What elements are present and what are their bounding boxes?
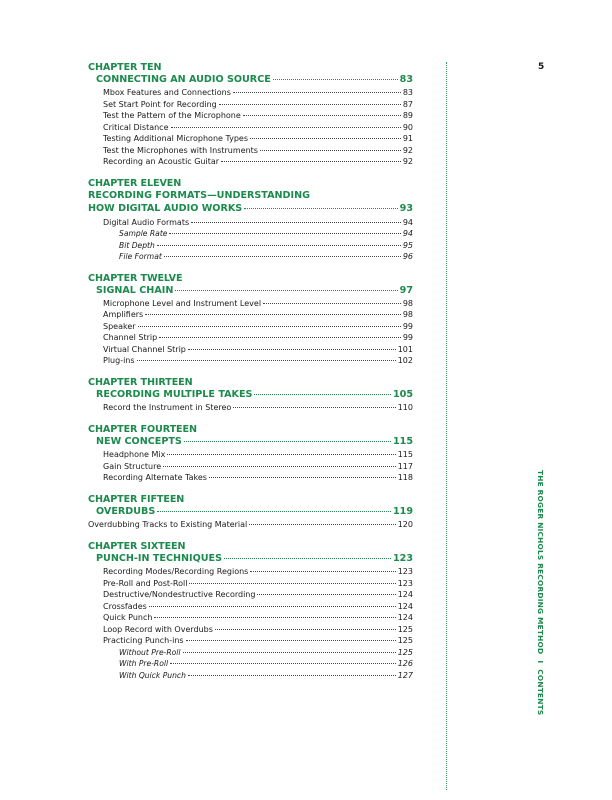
entry-page: 125 xyxy=(397,647,413,657)
chapter-label: CHAPTER TEN xyxy=(88,62,162,73)
toc-entry[interactable] xyxy=(88,472,413,484)
dot-leader xyxy=(254,394,391,395)
entry-title: Critical Distance xyxy=(103,122,169,132)
dot-leader xyxy=(233,92,401,93)
dot-leader xyxy=(183,652,396,653)
dot-leader xyxy=(249,524,395,525)
chapter-label: CHAPTER SIXTEEN xyxy=(88,540,186,552)
toc-entry[interactable] xyxy=(88,601,413,613)
toc-entry[interactable] xyxy=(88,240,413,252)
dot-leader xyxy=(191,222,401,223)
dot-leader xyxy=(215,629,396,630)
chapter-label: CHAPTER TWELVE xyxy=(88,272,183,284)
entry-title: Record the Instrument in Stereo xyxy=(103,403,232,413)
toc-entry[interactable] xyxy=(88,519,413,531)
toc-entry[interactable] xyxy=(88,670,413,682)
entry-title: With Quick Punch xyxy=(119,670,186,680)
entry-page: 118 xyxy=(397,473,413,483)
entry-page: 83 xyxy=(402,88,413,98)
entry-page: 115 xyxy=(397,450,413,460)
chapter-title-text: CONNECTING AN AUDIO SOURCE xyxy=(96,74,271,86)
entry-page: 123 xyxy=(397,578,413,588)
entry-page: 117 xyxy=(397,461,413,471)
dot-leader xyxy=(145,314,401,315)
entry-title: Practicing Punch-ins xyxy=(103,636,184,646)
toc-entry[interactable] xyxy=(88,122,413,134)
entry-title: Destructive/Nondestructive Recording xyxy=(103,590,256,600)
toc-entry[interactable] xyxy=(88,110,413,122)
dot-leader xyxy=(243,115,401,116)
dotted-divider xyxy=(446,62,447,790)
chapter-label: CHAPTER FIFTEEN xyxy=(88,493,185,505)
entry-page: 124 xyxy=(397,601,413,611)
entry-title: Loop Record with Overdubs xyxy=(103,624,213,634)
chapter-title[interactable] xyxy=(88,389,413,401)
entry-title: Speaker xyxy=(103,321,136,331)
chapter-title[interactable] xyxy=(88,203,413,215)
chapter-page: 105 xyxy=(392,389,413,401)
entry-page: 126 xyxy=(397,659,413,669)
chapter-title[interactable] xyxy=(88,553,413,565)
chapter-page: 115 xyxy=(392,436,413,448)
toc-entry[interactable] xyxy=(88,251,413,263)
toc-entry[interactable] xyxy=(88,449,413,461)
toc-entry[interactable] xyxy=(88,461,413,473)
toc-entry[interactable] xyxy=(88,647,413,659)
entry-title: Without Pre-Roll xyxy=(119,647,181,657)
entry-page: 92 xyxy=(402,145,413,155)
dot-leader xyxy=(138,326,401,327)
dot-leader xyxy=(164,256,401,257)
entry-page: 94 xyxy=(402,217,413,227)
toc-entry[interactable] xyxy=(88,635,413,647)
entry-title: Test the Pattern of the Microphone xyxy=(103,111,241,121)
entry-title: Virtual Channel Strip xyxy=(103,344,186,354)
toc-entry[interactable] xyxy=(88,344,413,356)
chapter-page: 123 xyxy=(392,552,413,564)
toc-entry[interactable] xyxy=(88,156,413,168)
entry-title: Pre-Roll and Post-Roll xyxy=(103,578,188,588)
dot-leader xyxy=(186,640,396,641)
title-separator: I xyxy=(536,660,545,664)
chapter-title[interactable] xyxy=(88,74,413,86)
entry-title: File Format xyxy=(119,252,162,262)
toc-entry[interactable] xyxy=(88,217,413,229)
entry-title: Headphone Mix xyxy=(103,450,166,460)
chapter-title[interactable] xyxy=(88,436,413,448)
toc-entry[interactable] xyxy=(88,321,413,333)
toc-entry[interactable] xyxy=(88,145,413,157)
entry-page: 90 xyxy=(402,122,413,132)
dot-leader xyxy=(273,79,398,80)
chapter-label: CHAPTER ELEVEN xyxy=(88,177,182,189)
chapter-section xyxy=(88,494,413,531)
entry-title: Recording an Acoustic Guitar xyxy=(103,157,220,167)
entry-page: 98 xyxy=(402,310,413,320)
dot-leader xyxy=(250,138,401,139)
chapter-section xyxy=(88,424,413,484)
dot-leader xyxy=(209,477,396,478)
chapter-section xyxy=(88,273,413,367)
entry-title: Recording Modes/Recording Regions xyxy=(103,567,249,577)
entry-title: Test the Microphones with Instruments xyxy=(103,145,258,155)
toc-entry[interactable] xyxy=(88,332,413,344)
entry-page: 127 xyxy=(397,670,413,680)
entry-title: Gain Structure xyxy=(103,461,162,471)
entry-title: Channel Strip xyxy=(103,333,158,343)
entry-page: 110 xyxy=(397,403,413,413)
chapter-page: 119 xyxy=(392,505,413,517)
chapter-title-text: RECORDING FORMATS—UNDERSTANDING xyxy=(88,190,310,202)
chapter-title-text: HOW DIGITAL AUDIO WORKS xyxy=(88,203,243,215)
entry-page: 124 xyxy=(397,590,413,600)
entry-title: Mbox Features and Connections xyxy=(103,88,231,98)
entry-page: 94 xyxy=(402,229,413,239)
toc-entry[interactable] xyxy=(88,578,413,590)
toc-entry[interactable] xyxy=(88,658,413,670)
chapter-page: 93 xyxy=(399,203,413,215)
toc-entry[interactable] xyxy=(88,298,413,310)
entry-title: Bit Depth xyxy=(119,240,155,250)
entry-title: With Pre-Roll xyxy=(119,659,169,669)
dot-leader xyxy=(188,349,396,350)
entry-page: 102 xyxy=(397,356,413,366)
toc-entry[interactable] xyxy=(88,228,413,240)
running-title xyxy=(536,470,545,715)
chapter-title[interactable] xyxy=(88,190,413,202)
chapter-section xyxy=(88,541,413,681)
entry-page: 125 xyxy=(397,624,413,634)
toc-entry[interactable] xyxy=(88,133,413,145)
entry-title: Microphone Level and Instrument Level xyxy=(103,298,262,308)
dot-leader xyxy=(170,663,396,664)
toc-entry[interactable] xyxy=(88,589,413,601)
chapter-page: 97 xyxy=(399,284,413,296)
dot-leader xyxy=(157,511,391,512)
toc-entry[interactable] xyxy=(88,612,413,624)
dot-leader xyxy=(175,290,397,291)
chapter-title-text: NEW CONCEPTS xyxy=(96,436,182,448)
toc-entry[interactable] xyxy=(88,87,413,99)
entry-title: Plug-ins xyxy=(103,356,135,366)
dot-leader xyxy=(159,337,401,338)
chapter-title-text: RECORDING MULTIPLE TAKES xyxy=(96,389,253,401)
entry-title: Quick Punch xyxy=(103,613,153,623)
entry-title: Sample Rate xyxy=(119,229,168,239)
table-of-contents xyxy=(88,62,413,691)
dot-leader xyxy=(263,303,401,304)
dot-leader xyxy=(137,360,396,361)
chapter-title[interactable] xyxy=(88,506,413,518)
dot-leader xyxy=(221,161,401,162)
chapter-section xyxy=(88,377,413,414)
entry-page: 87 xyxy=(402,99,413,109)
dot-leader xyxy=(154,617,395,618)
dot-leader xyxy=(169,233,400,234)
toc-entry[interactable] xyxy=(88,624,413,636)
entry-title: Overdubbing Tracks to Existing Material xyxy=(88,520,248,530)
chapter-title-text: SIGNAL CHAIN xyxy=(96,284,174,296)
dot-leader xyxy=(189,583,395,584)
chapter-label: CHAPTER THIRTEEN xyxy=(88,376,193,388)
dot-leader xyxy=(219,104,401,105)
entry-page: 96 xyxy=(402,252,413,262)
dot-leader xyxy=(224,558,391,559)
entry-page: 123 xyxy=(397,567,413,577)
dot-leader xyxy=(188,675,396,676)
book-title: THE ROGER NICHOLS RECORDING METHOD xyxy=(536,470,545,655)
dot-leader xyxy=(149,606,396,607)
dot-leader xyxy=(184,441,391,442)
entry-title: Crossfades xyxy=(103,601,147,611)
section-title: CONTENTS xyxy=(536,669,545,716)
entry-title: Set Start Point for Recording xyxy=(103,99,217,109)
dot-leader xyxy=(163,466,396,467)
entry-title: Amplifiers xyxy=(103,310,144,320)
page-number: 5 xyxy=(538,62,545,72)
chapter-page: 83 xyxy=(399,74,413,86)
entry-page: 99 xyxy=(402,321,413,331)
entry-page: 92 xyxy=(402,157,413,167)
dot-leader xyxy=(171,127,401,128)
dot-leader xyxy=(260,150,401,151)
entry-title: Digital Audio Formats xyxy=(103,217,190,227)
entry-page: 125 xyxy=(397,636,413,646)
toc-entry[interactable] xyxy=(88,566,413,578)
entry-page: 101 xyxy=(397,344,413,354)
chapter-section xyxy=(88,62,413,168)
dot-leader xyxy=(233,407,395,408)
entry-page: 95 xyxy=(402,240,413,250)
dot-leader xyxy=(257,594,395,595)
chapter-title[interactable] xyxy=(88,285,413,297)
toc-entry[interactable] xyxy=(88,355,413,367)
entry-title: Testing Additional Microphone Types xyxy=(103,134,249,144)
dot-leader xyxy=(250,571,395,572)
entry-page: 98 xyxy=(402,298,413,308)
chapter-section xyxy=(88,178,413,263)
toc-entry[interactable] xyxy=(88,99,413,111)
chapter-title-text: PUNCH-IN TECHNIQUES xyxy=(96,552,223,564)
entry-page: 91 xyxy=(402,134,413,144)
dot-leader xyxy=(244,208,397,209)
toc-entry[interactable] xyxy=(88,309,413,321)
dot-leader xyxy=(157,245,401,246)
entry-page: 120 xyxy=(397,520,413,530)
entry-page: 99 xyxy=(402,333,413,343)
chapter-label: CHAPTER FOURTEEN xyxy=(88,423,197,435)
chapter-title-text: OVERDUBS xyxy=(96,505,156,517)
entry-page: 89 xyxy=(402,111,413,121)
entry-page: 124 xyxy=(397,613,413,623)
dot-leader xyxy=(167,454,395,455)
entry-title: Recording Alternate Takes xyxy=(103,473,207,483)
toc-entry[interactable] xyxy=(88,402,413,414)
